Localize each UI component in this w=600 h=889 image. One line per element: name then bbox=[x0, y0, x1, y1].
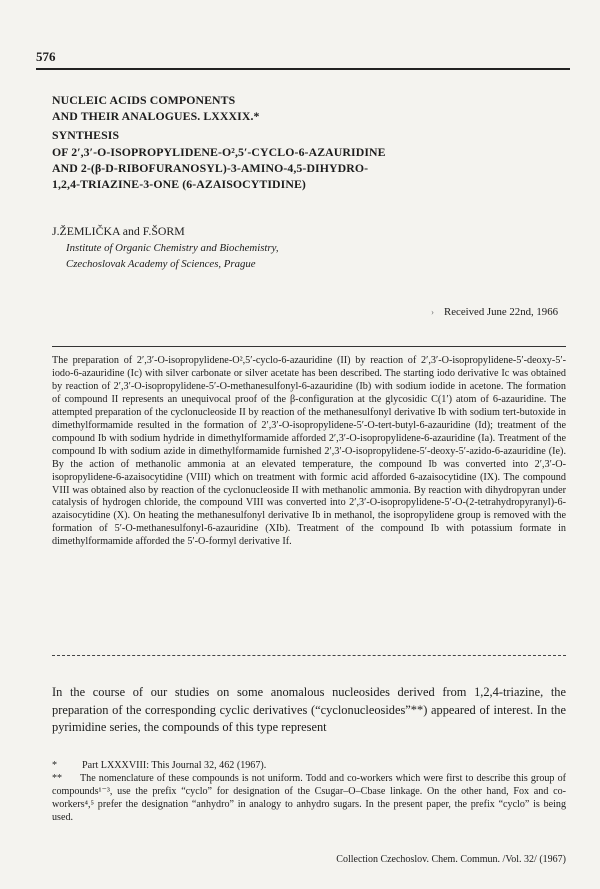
received-text: Received June 22nd, 1966 bbox=[444, 306, 558, 318]
article-title bbox=[52, 92, 567, 192]
footnote-mark: ** bbox=[52, 772, 63, 784]
title-line-2: OF 2′,3′-O-ISOPROPYLIDENE-O²,5′-CYCLO-6-AZAURIDINE bbox=[52, 144, 386, 159]
footnote bbox=[52, 773, 566, 825]
abstract-top-rule bbox=[52, 346, 566, 347]
header-rule bbox=[36, 68, 570, 70]
intro-paragraph: In the course of our studies on some anomalous nucleosides derived from 1,2,4-triazine, the preparation of the corresponding cyclic derivatives (“cyclonucleosides”**) appeared of interest. In the pyrimidine series, the compounds of this type represent bbox=[52, 685, 566, 735]
title-series-line-2: AND THEIR ANALOGUES. LXXXIX.* bbox=[52, 109, 260, 124]
page-number: 576 bbox=[36, 49, 56, 64]
affiliation-line-2: Czechoslovak Academy of Sciences, Prague bbox=[66, 257, 256, 270]
abstract-bottom-rule bbox=[52, 655, 566, 656]
footnote-text: The nomenclature of these compounds is not uniform. Todd and co-workers which were first to describe this group of compounds¹⁻³, use the prefix “cyclo” for designation of the Csugar–O–Cbase linkage. On the other hand, Fox and co-workers⁴,⁵ prefer the designation “anhydro” in analogy to anhydro sugars. In the present paper, the prefix “cyclo” is being used. bbox=[52, 772, 566, 823]
title-line-1: SYNTHESIS bbox=[52, 128, 120, 143]
title-line-3: AND 2-(β-D-RIBOFURANOSYL)-3-AMINO-4,5-DIHYDRO- bbox=[52, 160, 369, 175]
received-date bbox=[431, 306, 558, 318]
footnote bbox=[52, 760, 566, 773]
affiliation-line-1: Institute of Organic Chemistry and Biochemistry, bbox=[66, 242, 279, 254]
affiliation bbox=[66, 241, 279, 272]
title-line-4: 1,2,4-TRIAZINE-3-ONE (6-AZAISOCYTIDINE) bbox=[52, 177, 306, 192]
title-series-line-1: NUCLEIC ACIDS COMPONENTS bbox=[52, 93, 236, 107]
footnotes bbox=[52, 760, 566, 825]
abstract: The preparation of 2′,3′-O-isopropylidene-O²,5′-cyclo-6-azauridine (II) by reaction of 2′,3′-O-isopropylidene-5′-deoxy-5′-iodo-6-azauridine (Ic) with silver carbonate or silver acetate has been described. The starting iodo derivative Ic was obtained by reaction of 2′,3′-O-isopropylidene-5′-O-methanesulfonyl-6-azauridine (Ib) with sodium iodide in acetone. The formation of compound II represents an unequivocal proof of the β-configuration at the glycosidic C(1′) atom of 6-azauridine. The attempted preparation of the cyclonucleoside II by reaction of the methanesulfonyl derivative Ib with sodium tert-butoxide in dimethylformamide resulted in the formation of 2′,3′-O-isopropylidene-5′-O-tert-butyl-6-azauridine (Id); treatment of the compound Ib with sodium hydride in dimethylformamide afforded 2′,3′-O-isopropylidene-6-azauridine (Ia). Treatment of the compound Ib with sodium azide in dimethylformamide furnished 2′,3′-O-isopropylidene-5′-deoxy-5′-azido-6-azauridine (Ie). By the action of methanolic ammonia at an elevated temperature, the compound Ib was converted into 2′,3′-O-isopropylidene-6-azaisocytidine (VIII) which on treatment with formic acid afforded 6-azaisocytidine (IX). The compound VIII was obtained also by reaction of the cyclonucleoside II with methanolic ammonia. By reaction with dihydropyran under catalysis of hydrogen chloride, the compound VIII was converted into 2′,3′-O-isopropylidene-5′-O-(2-tetrahydropyranyl)-6-azaisocytidine (X). On heating the methanesulfonyl derivative Ib in methanol, the isopropylidene group is removed with the formation of 5′-O-methanesulfonyl-6-azauridine (XIb). Treatment of the compound Ib with potassium formate in dimethylformamide afforded the 5′-O-formyl derivative If. bbox=[52, 355, 566, 548]
authors: J.ŽEMLIČKA and F.ŠORM bbox=[52, 224, 185, 238]
journal-footer: Collection Czechoslov. Chem. Commun. /Vol. 32/ (1967) bbox=[336, 854, 566, 865]
footnote-mark: * bbox=[52, 760, 58, 771]
footnote-text: Part LXXXVIII: This Journal 32, 462 (1967). bbox=[82, 760, 267, 771]
margin-mark: › bbox=[431, 307, 435, 317]
